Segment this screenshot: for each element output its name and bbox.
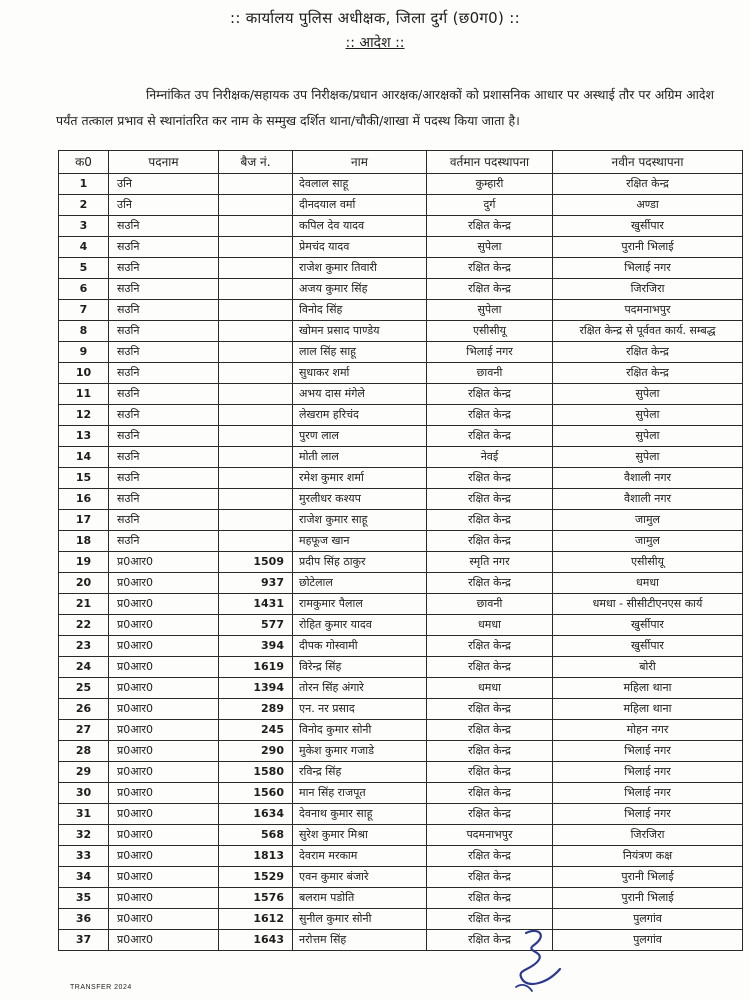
cell-name: तोरन सिंह अंगारे	[293, 678, 427, 699]
cell-new-posting: सुपेला	[553, 405, 743, 426]
cell-serial: 17	[59, 510, 109, 531]
cell-belt-no: 245	[219, 720, 293, 741]
cell-post: उनि	[109, 195, 219, 216]
table-row	[59, 825, 743, 846]
cell-current-posting: रक्षित केन्द्र	[427, 510, 553, 531]
cell-current-posting: रक्षित केन्द्र	[427, 888, 553, 909]
table-row	[59, 783, 743, 804]
cell-serial: 30	[59, 783, 109, 804]
cell-current-posting: एसीसीयू	[427, 321, 553, 342]
office-title: :: कार्यालय पुलिस अधीक्षक, जिला दुर्ग (छ0ग0) ::	[230, 9, 520, 27]
cell-new-posting: नियंत्रण कक्ष	[553, 846, 743, 867]
table-row	[59, 237, 743, 258]
cell-name: सुनील कुमार सोनी	[293, 909, 427, 930]
table-row	[59, 594, 743, 615]
cell-current-posting: रक्षित केन्द्र	[427, 909, 553, 930]
cell-belt-no	[219, 258, 293, 279]
cell-post: प्र0आर0	[109, 699, 219, 720]
cell-serial: 22	[59, 615, 109, 636]
cell-new-posting: भिलाई नगर	[553, 741, 743, 762]
table-row	[59, 321, 743, 342]
cell-belt-no	[219, 363, 293, 384]
cell-new-posting: जिरजिरा	[553, 825, 743, 846]
cell-serial: 16	[59, 489, 109, 510]
cell-new-posting: पुरानी भिलाई	[553, 867, 743, 888]
cell-current-posting: रक्षित केन्द्र	[427, 930, 553, 951]
cell-current-posting: रक्षित केन्द्र	[427, 216, 553, 237]
table-row	[59, 762, 743, 783]
cell-belt-no	[219, 321, 293, 342]
cell-belt-no: 1580	[219, 762, 293, 783]
cell-name: एवन कुमार बंजारे	[293, 867, 427, 888]
cell-serial: 13	[59, 426, 109, 447]
cell-current-posting: रक्षित केन्द्र	[427, 426, 553, 447]
cell-serial: 10	[59, 363, 109, 384]
cell-name: राजेश कुमार साहू	[293, 510, 427, 531]
cell-post: सउनि	[109, 279, 219, 300]
cell-serial: 32	[59, 825, 109, 846]
cell-post: प्र0आर0	[109, 867, 219, 888]
cell-serial: 19	[59, 552, 109, 573]
table-row	[59, 174, 743, 195]
cell-belt-no: 289	[219, 699, 293, 720]
col-header-current-posting: वर्तमान पदस्थापना	[427, 151, 553, 174]
cell-new-posting: अण्डा	[553, 195, 743, 216]
cell-name: लाल सिंह साहू	[293, 342, 427, 363]
cell-serial: 25	[59, 678, 109, 699]
cell-belt-no: 1576	[219, 888, 293, 909]
cell-post: सउनि	[109, 237, 219, 258]
cell-post: सउनि	[109, 384, 219, 405]
table-row	[59, 384, 743, 405]
cell-new-posting: वैशाली नगर	[553, 489, 743, 510]
cell-new-posting: भिलाई नगर	[553, 783, 743, 804]
cell-new-posting: वैशाली नगर	[553, 468, 743, 489]
cell-belt-no	[219, 216, 293, 237]
cell-new-posting: रक्षित केन्द्र से पूर्ववत कार्य. सम्बद्ध	[553, 321, 743, 342]
table-row	[59, 216, 743, 237]
cell-name: सुरेश कुमार मिश्रा	[293, 825, 427, 846]
cell-name: प्रदीप सिंह ठाकुर	[293, 552, 427, 573]
table-row	[59, 888, 743, 909]
cell-serial: 27	[59, 720, 109, 741]
cell-belt-no: 1612	[219, 909, 293, 930]
cell-post: प्र0आर0	[109, 678, 219, 699]
cell-name: मुरलीधर कश्यप	[293, 489, 427, 510]
cell-new-posting: एसीसीयू	[553, 552, 743, 573]
cell-new-posting: खुर्सीपार	[553, 615, 743, 636]
table-row	[59, 804, 743, 825]
cell-serial: 4	[59, 237, 109, 258]
cell-post: सउनि	[109, 258, 219, 279]
cell-current-posting: रक्षित केन्द्र	[427, 783, 553, 804]
cell-belt-no	[219, 426, 293, 447]
cell-serial: 37	[59, 930, 109, 951]
cell-post: प्र0आर0	[109, 930, 219, 951]
cell-post: प्र0आर0	[109, 804, 219, 825]
table-row	[59, 699, 743, 720]
table-row	[59, 489, 743, 510]
table-row	[59, 279, 743, 300]
cell-serial: 36	[59, 909, 109, 930]
cell-belt-no: 1619	[219, 657, 293, 678]
cell-serial: 7	[59, 300, 109, 321]
cell-current-posting: पदमनाभपुर	[427, 825, 553, 846]
order-heading: :: आदेश ::	[345, 35, 405, 51]
cell-belt-no: 394	[219, 636, 293, 657]
cell-post: प्र0आर0	[109, 846, 219, 867]
cell-belt-no	[219, 195, 293, 216]
cell-serial: 28	[59, 741, 109, 762]
table-row	[59, 447, 743, 468]
table-row	[59, 258, 743, 279]
cell-post: सउनि	[109, 468, 219, 489]
cell-name: अभय दास मंगेले	[293, 384, 427, 405]
cell-name: लेखराम हरिचंद	[293, 405, 427, 426]
cell-new-posting: बोरी	[553, 657, 743, 678]
cell-post: प्र0आर0	[109, 762, 219, 783]
cell-name: रविन्द्र सिंह	[293, 762, 427, 783]
cell-belt-no	[219, 279, 293, 300]
cell-belt-no: 290	[219, 741, 293, 762]
cell-new-posting: पदमनाभपुर	[553, 300, 743, 321]
cell-name: रामकुमार पैलाल	[293, 594, 427, 615]
cell-current-posting: रक्षित केन्द्र	[427, 573, 553, 594]
cell-belt-no	[219, 405, 293, 426]
table-row	[59, 195, 743, 216]
cell-belt-no	[219, 237, 293, 258]
col-header-new-posting: नवीन पदस्थापना	[553, 151, 743, 174]
cell-belt-no: 1560	[219, 783, 293, 804]
col-header-post: पदनाम	[109, 151, 219, 174]
cell-name: रोहित कुमार यादव	[293, 615, 427, 636]
cell-post: सउनि	[109, 489, 219, 510]
cell-name: मुकेश कुमार गजाडे	[293, 741, 427, 762]
cell-post: सउनि	[109, 363, 219, 384]
cell-serial: 5	[59, 258, 109, 279]
col-header-name: नाम	[293, 151, 427, 174]
cell-current-posting: रक्षित केन्द्र	[427, 384, 553, 405]
table-row	[59, 300, 743, 321]
cell-current-posting: रक्षित केन्द्र	[427, 657, 553, 678]
cell-serial: 12	[59, 405, 109, 426]
table-row	[59, 636, 743, 657]
cell-serial: 35	[59, 888, 109, 909]
cell-serial: 21	[59, 594, 109, 615]
cell-belt-no	[219, 174, 293, 195]
cell-post: प्र0आर0	[109, 615, 219, 636]
cell-current-posting: रक्षित केन्द्र	[427, 804, 553, 825]
cell-new-posting: महिला थाना	[553, 699, 743, 720]
table-row	[59, 741, 743, 762]
cell-name: खोमन प्रसाद पाण्डेय	[293, 321, 427, 342]
cell-name: मान सिंह राजपूत	[293, 783, 427, 804]
cell-current-posting: रक्षित केन्द्र	[427, 258, 553, 279]
table-row	[59, 342, 743, 363]
cell-new-posting: सुपेला	[553, 384, 743, 405]
cell-name: देवनाथ कुमार साहू	[293, 804, 427, 825]
cell-current-posting: रक्षित केन्द्र	[427, 846, 553, 867]
cell-current-posting: रक्षित केन्द्र	[427, 720, 553, 741]
cell-serial: 18	[59, 531, 109, 552]
table-header-row	[59, 151, 743, 174]
table-row	[59, 510, 743, 531]
cell-new-posting: सुपेला	[553, 426, 743, 447]
cell-post: सउनि	[109, 426, 219, 447]
cell-belt-no	[219, 342, 293, 363]
cell-current-posting: रक्षित केन्द्र	[427, 405, 553, 426]
cell-current-posting: रक्षित केन्द्र	[427, 531, 553, 552]
cell-name: छोटेलाल	[293, 573, 427, 594]
cell-current-posting: रक्षित केन्द्र	[427, 489, 553, 510]
cell-belt-no: 1643	[219, 930, 293, 951]
cell-serial: 11	[59, 384, 109, 405]
cell-belt-no	[219, 510, 293, 531]
table-row	[59, 426, 743, 447]
table-row	[59, 405, 743, 426]
cell-post: प्र0आर0	[109, 909, 219, 930]
cell-current-posting: धमधा	[427, 615, 553, 636]
cell-post: प्र0आर0	[109, 783, 219, 804]
cell-new-posting: महिला थाना	[553, 678, 743, 699]
table-row	[59, 846, 743, 867]
cell-new-posting: खुर्सीपार	[553, 216, 743, 237]
table-row	[59, 468, 743, 489]
signature-mark	[508, 925, 568, 995]
cell-new-posting: भिलाई नगर	[553, 762, 743, 783]
cell-serial: 3	[59, 216, 109, 237]
cell-current-posting: रक्षित केन्द्र	[427, 279, 553, 300]
cell-current-posting: स्मृति नगर	[427, 552, 553, 573]
cell-belt-no	[219, 468, 293, 489]
cell-serial: 31	[59, 804, 109, 825]
cell-new-posting: खुर्सीपार	[553, 636, 743, 657]
cell-new-posting: पुरानी भिलाई	[553, 237, 743, 258]
cell-post: प्र0आर0	[109, 888, 219, 909]
cell-name: रमेश कुमार शर्मा	[293, 468, 427, 489]
cell-name: विरेन्द्र सिंह	[293, 657, 427, 678]
cell-serial: 6	[59, 279, 109, 300]
cell-serial: 15	[59, 468, 109, 489]
cell-name: पुरण लाल	[293, 426, 427, 447]
cell-post: प्र0आर0	[109, 594, 219, 615]
cell-post: सउनि	[109, 216, 219, 237]
table-row	[59, 531, 743, 552]
cell-name: दीनदयाल वर्मा	[293, 195, 427, 216]
cell-current-posting: सुपेला	[427, 300, 553, 321]
cell-current-posting: रक्षित केन्द्र	[427, 468, 553, 489]
cell-post: सउनि	[109, 300, 219, 321]
cell-current-posting: छावनी	[427, 594, 553, 615]
cell-belt-no: 937	[219, 573, 293, 594]
table-row	[59, 909, 743, 930]
cell-current-posting: रक्षित केन्द्र	[427, 636, 553, 657]
cell-current-posting: छावनी	[427, 363, 553, 384]
table-row	[59, 678, 743, 699]
cell-new-posting: भिलाई नगर	[553, 804, 743, 825]
cell-post: सउनि	[109, 405, 219, 426]
cell-new-posting: धमधा - सीसीटीएनएस कार्य	[553, 594, 743, 615]
cell-post: उनि	[109, 174, 219, 195]
cell-current-posting: धमधा	[427, 678, 553, 699]
cell-belt-no: 1813	[219, 846, 293, 867]
cell-post: प्र0आर0	[109, 720, 219, 741]
cell-name: एन. नर प्रसाद	[293, 699, 427, 720]
table-row	[59, 615, 743, 636]
cell-post: सउनि	[109, 447, 219, 468]
cell-post: प्र0आर0	[109, 552, 219, 573]
cell-belt-no: 577	[219, 615, 293, 636]
footer-label: TRANSFER 2024	[70, 984, 132, 991]
cell-new-posting: रक्षित केन्द्र	[553, 363, 743, 384]
cell-current-posting: रक्षित केन्द्र	[427, 762, 553, 783]
cell-serial: 26	[59, 699, 109, 720]
cell-new-posting: सुपेला	[553, 447, 743, 468]
cell-new-posting: भिलाई नगर	[553, 258, 743, 279]
cell-current-posting: कुम्हारी	[427, 174, 553, 195]
cell-new-posting: जामुल	[553, 531, 743, 552]
cell-serial: 34	[59, 867, 109, 888]
cell-name: अजय कुमार सिंह	[293, 279, 427, 300]
table-row	[59, 657, 743, 678]
table-row	[59, 867, 743, 888]
cell-new-posting: जामुल	[553, 510, 743, 531]
cell-current-posting: रक्षित केन्द्र	[427, 867, 553, 888]
cell-current-posting: रक्षित केन्द्र	[427, 741, 553, 762]
col-header-serial: क0	[59, 151, 109, 174]
cell-serial: 33	[59, 846, 109, 867]
cell-serial: 8	[59, 321, 109, 342]
cell-belt-no: 1634	[219, 804, 293, 825]
cell-post: सउनि	[109, 342, 219, 363]
cell-belt-no	[219, 384, 293, 405]
cell-name: देवराम मरकाम	[293, 846, 427, 867]
cell-new-posting: रक्षित केन्द्र	[553, 174, 743, 195]
cell-serial: 2	[59, 195, 109, 216]
table-row	[59, 573, 743, 594]
cell-name: दीपक गोस्वामी	[293, 636, 427, 657]
cell-name: सुधाकर शर्मा	[293, 363, 427, 384]
cell-new-posting: धमधा	[553, 573, 743, 594]
cell-post: प्र0आर0	[109, 741, 219, 762]
cell-name: देवलाल साहू	[293, 174, 427, 195]
table-row	[59, 363, 743, 384]
cell-current-posting: दुर्ग	[427, 195, 553, 216]
cell-belt-no	[219, 531, 293, 552]
cell-new-posting: पुरानी भिलाई	[553, 888, 743, 909]
cell-post: प्र0आर0	[109, 825, 219, 846]
cell-new-posting: रक्षित केन्द्र	[553, 342, 743, 363]
cell-current-posting: रक्षित केन्द्र	[427, 699, 553, 720]
cell-post: प्र0आर0	[109, 573, 219, 594]
cell-serial: 1	[59, 174, 109, 195]
col-header-belt-no: बैज नं.	[219, 151, 293, 174]
cell-serial: 20	[59, 573, 109, 594]
cell-current-posting: सुपेला	[427, 237, 553, 258]
cell-belt-no	[219, 447, 293, 468]
cell-belt-no: 1431	[219, 594, 293, 615]
order-intro-paragraph: निम्नांकित उप निरीक्षक/सहायक उप निरीक्षक/प्रधान आरक्षक/आरक्षकों को प्रशासनिक आधार पर अस्थाई तौर पर अग्रिम आदेश पर्यंत तत्काल प्रभाव से स्थानांतरित कर नाम के सम्मुख दर्शित थाना/चौकी/शाखा में पदस्थ किया जाता है।	[56, 87, 714, 128]
cell-belt-no	[219, 300, 293, 321]
table-row	[59, 930, 743, 951]
cell-name: नरोत्तम सिंह	[293, 930, 427, 951]
cell-post: सउनि	[109, 321, 219, 342]
cell-name: विनोद सिंह	[293, 300, 427, 321]
cell-serial: 9	[59, 342, 109, 363]
cell-belt-no: 1529	[219, 867, 293, 888]
table-row	[59, 552, 743, 573]
cell-belt-no	[219, 489, 293, 510]
transfer-table	[58, 150, 743, 951]
cell-new-posting: मोहन नगर	[553, 720, 743, 741]
cell-post: प्र0आर0	[109, 636, 219, 657]
cell-current-posting: भिलाई नगर	[427, 342, 553, 363]
cell-belt-no: 1509	[219, 552, 293, 573]
cell-name: विनोद कुमार सोनी	[293, 720, 427, 741]
cell-new-posting: पुलगांव	[553, 930, 743, 951]
cell-post: सउनि	[109, 510, 219, 531]
cell-current-posting: नेवई	[427, 447, 553, 468]
table-row	[59, 720, 743, 741]
cell-serial: 24	[59, 657, 109, 678]
cell-name: बलराम पडोति	[293, 888, 427, 909]
cell-belt-no: 1394	[219, 678, 293, 699]
cell-new-posting: पुलगांव	[553, 909, 743, 930]
cell-serial: 14	[59, 447, 109, 468]
cell-belt-no: 568	[219, 825, 293, 846]
cell-serial: 23	[59, 636, 109, 657]
cell-name: महफूज खान	[293, 531, 427, 552]
cell-name: राजेश कुमार तिवारी	[293, 258, 427, 279]
cell-post: प्र0आर0	[109, 657, 219, 678]
cell-name: प्रेमचंद यादव	[293, 237, 427, 258]
cell-name: कपिल देव यादव	[293, 216, 427, 237]
cell-new-posting: जिरजिरा	[553, 279, 743, 300]
cell-name: मोती लाल	[293, 447, 427, 468]
cell-serial: 29	[59, 762, 109, 783]
cell-post: सउनि	[109, 531, 219, 552]
table-body	[59, 174, 743, 951]
